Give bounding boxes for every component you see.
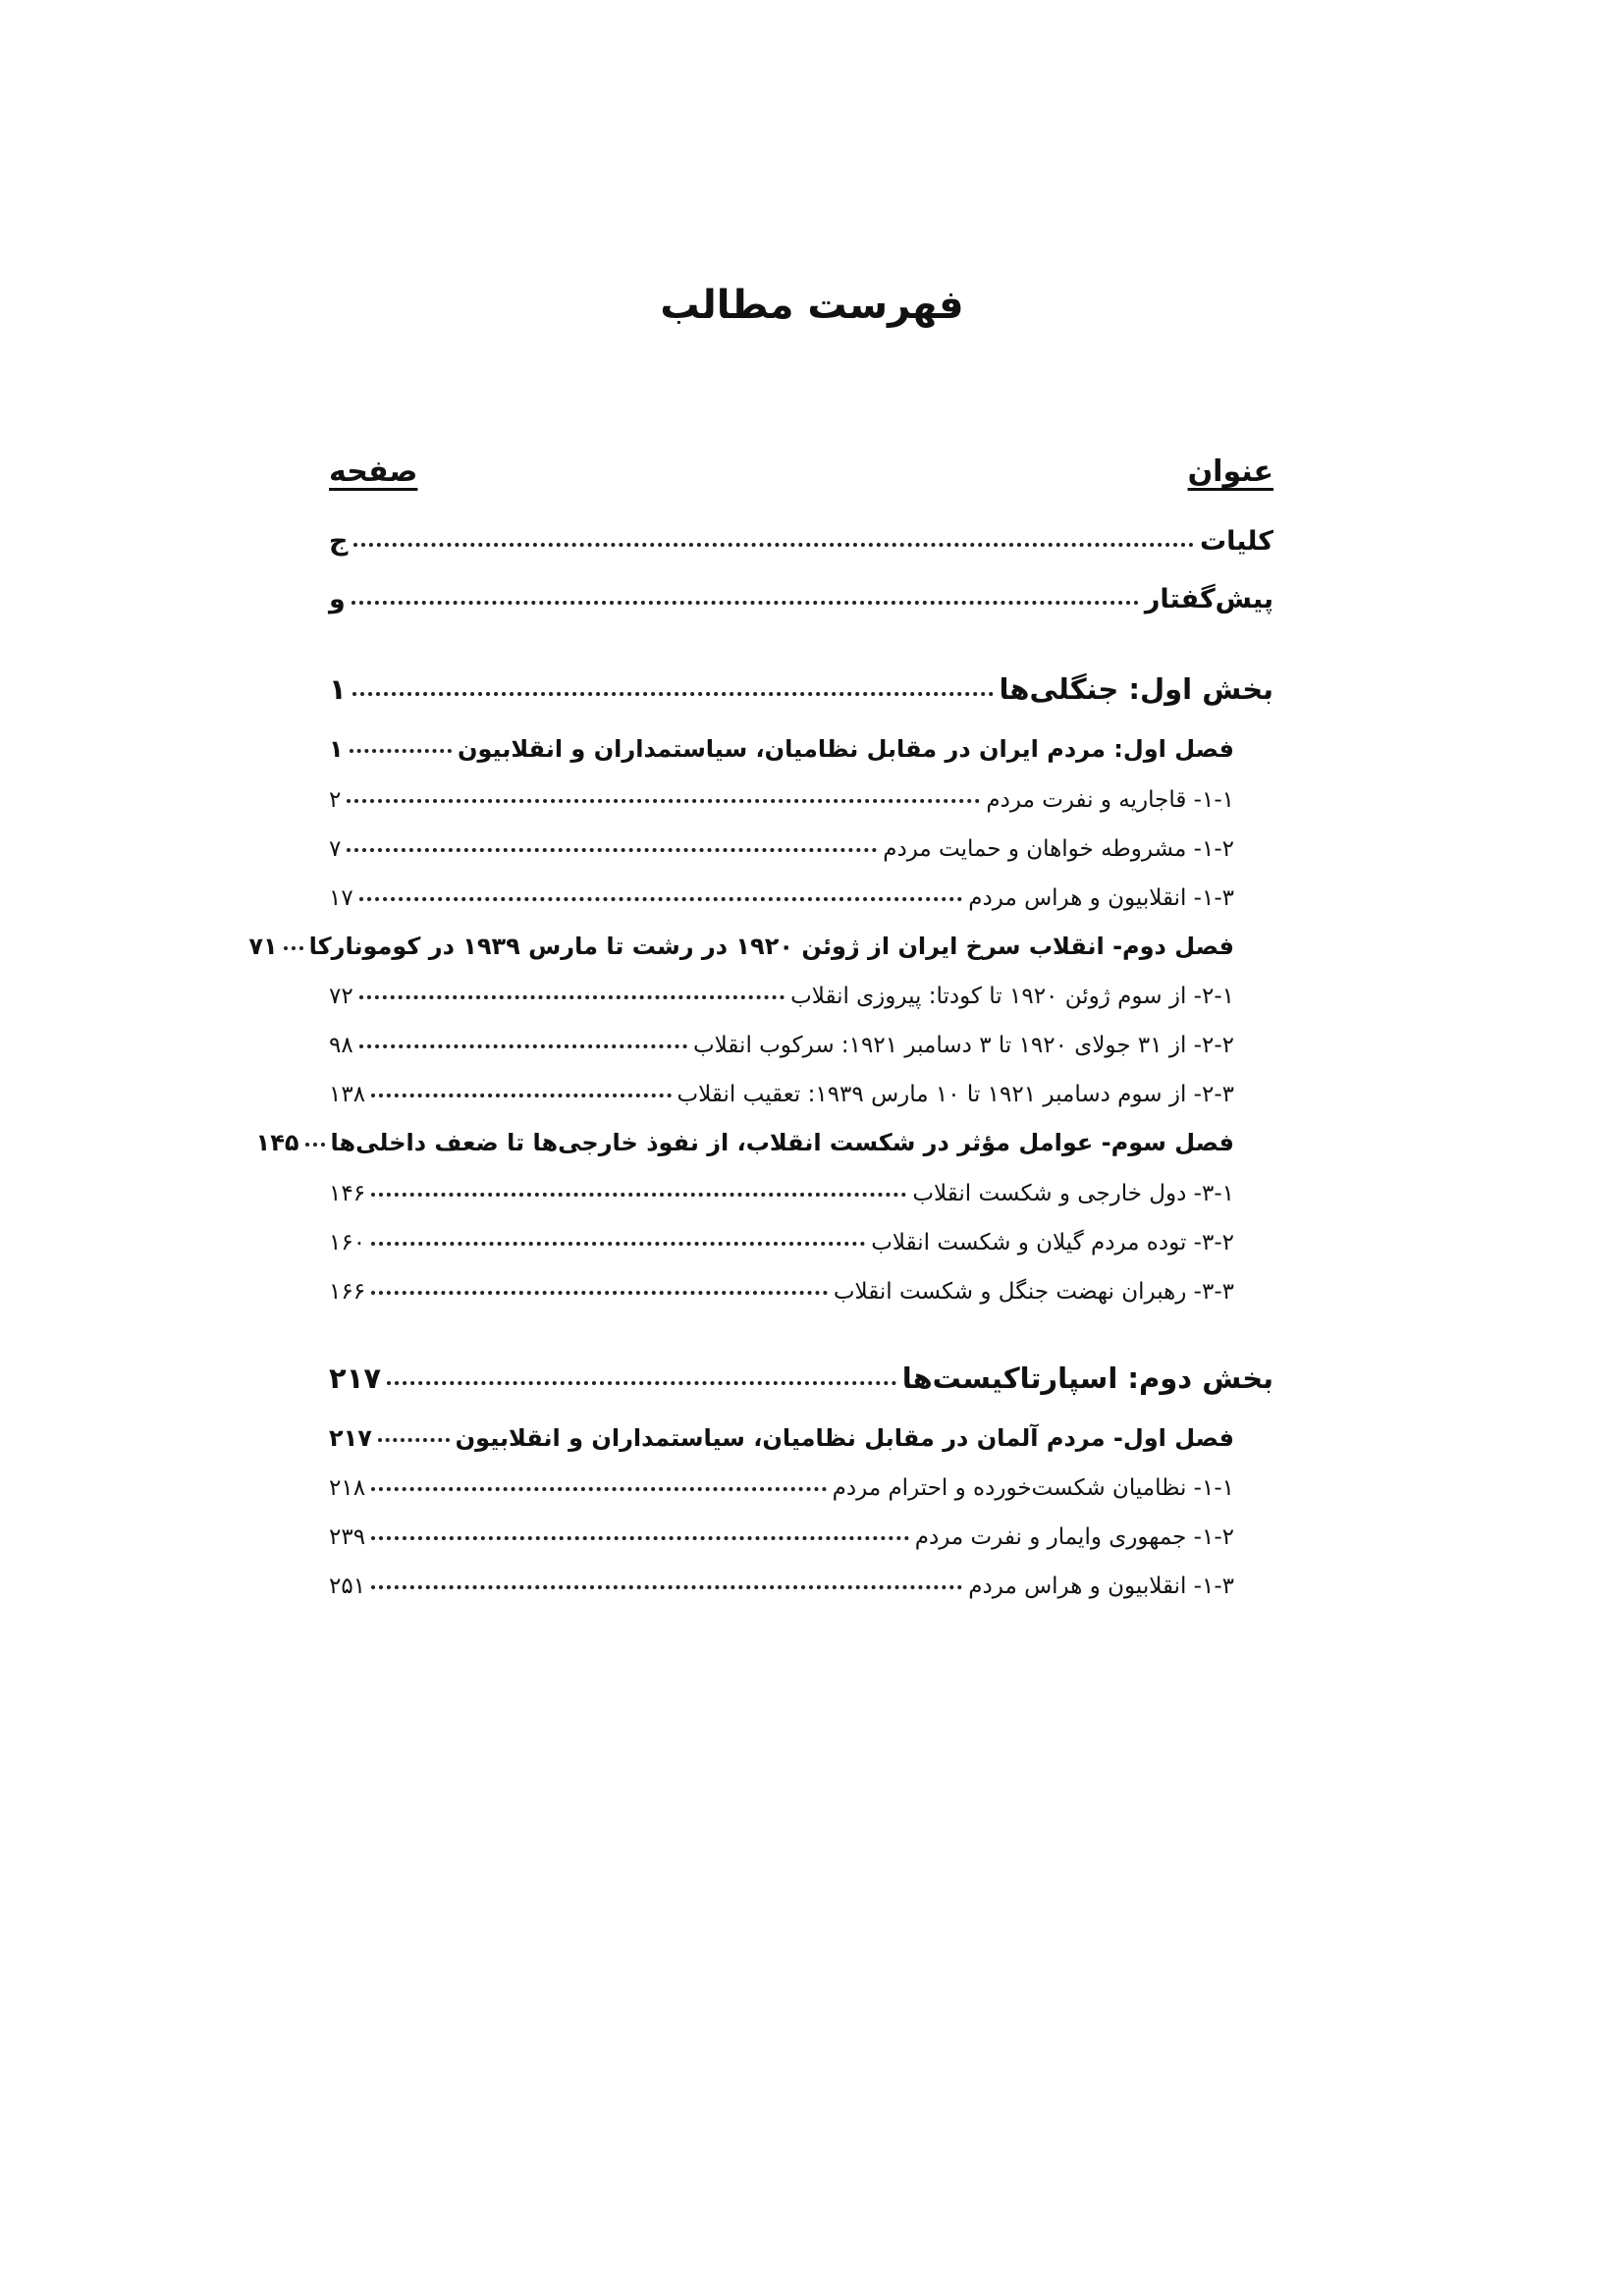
- toc-entry-section[interactable]: [329, 1062, 1234, 1107]
- toc-entry-page: ۲۳۹: [329, 1524, 366, 1550]
- column-page-heading: صفحه: [329, 454, 418, 489]
- toc-entry-section[interactable]: [329, 817, 1234, 862]
- toc-entry-page: ۱۳۸: [329, 1082, 366, 1107]
- toc-entry-label: بخش دوم: اسپارتاکیست‌ها: [901, 1362, 1273, 1395]
- toc-entry-label: پیش‌گفتار: [1144, 584, 1273, 614]
- toc-entry-section[interactable]: [329, 1161, 1234, 1206]
- toc-entry-label: ۱-۱- قاجاریه و نفرت مردم: [986, 787, 1234, 813]
- toc-entry-section[interactable]: [329, 1210, 1234, 1255]
- toc-entry-label: ۱-۲- جمهوری وایمار و نفرت مردم: [914, 1524, 1234, 1550]
- toc-entry-page: ۱۶۶: [329, 1279, 366, 1305]
- toc-entry-section[interactable]: [329, 768, 1234, 813]
- toc-entry-part-1-chapter-1[interactable]: [329, 718, 1234, 763]
- dot-leader: [359, 995, 785, 999]
- dot-leader: [371, 1487, 827, 1491]
- toc-entry-section[interactable]: [329, 866, 1234, 911]
- toc-entry-page: و: [329, 584, 346, 614]
- toc-entry-label: فصل اول- مردم آلمان در مقابل نظامیان، سیاستمداران و انقلابیون: [455, 1424, 1234, 1452]
- page-title: فهرست مطالب: [660, 283, 964, 328]
- column-title-heading: عنوان: [1187, 454, 1273, 489]
- toc-entry-label: ۲-۳- از سوم دسامبر ۱۹۲۱ تا ۱۰ مارس ۱۹۳۹: تعقیب انقلاب: [677, 1082, 1234, 1107]
- toc-entry-part-1-chapter-2[interactable]: [248, 915, 1234, 960]
- table-of-contents: [248, 0, 1273, 2296]
- dot-leader: [371, 1242, 865, 1246]
- toc-entry-page: ۱۶۰: [329, 1230, 366, 1255]
- toc-entry-section[interactable]: [329, 1259, 1234, 1305]
- toc-entry-label: بخش اول: جنگلی‌ها: [999, 672, 1273, 706]
- dot-leader: [359, 1044, 687, 1048]
- toc-entry-page: ۱۴۵: [255, 1129, 299, 1156]
- dot-leader: [359, 897, 963, 901]
- toc-header: [329, 454, 1273, 502]
- dot-leader: [347, 799, 980, 803]
- toc-entry-label: ۱-۱- نظامیان شکست‌خورده و احترام مردم: [832, 1475, 1234, 1501]
- toc-entry-section[interactable]: [329, 1554, 1234, 1599]
- toc-entry-section[interactable]: [329, 1456, 1234, 1501]
- toc-entry-label: کلیات: [1199, 526, 1273, 557]
- toc-entry-part-1[interactable]: [329, 661, 1273, 706]
- dot-leader: [350, 749, 452, 753]
- toc-entry-page: ۲۵۱: [329, 1574, 366, 1599]
- toc-entry-page: ۱۴۶: [329, 1181, 366, 1206]
- toc-entry-section[interactable]: [329, 1505, 1234, 1550]
- toc-entry-page: ۲: [329, 787, 342, 813]
- toc-entry-label: ۳-۲- توده مردم گیلان و شکست انقلاب: [871, 1230, 1234, 1255]
- toc-entry-section[interactable]: [329, 1013, 1234, 1058]
- toc-entry-label: فصل سوم- عوامل مؤثر در شکست انقلاب، از نفوذ خارجی‌ها تا ضعف داخلی‌ها: [330, 1129, 1234, 1156]
- toc-entry-page: ۷۱: [248, 933, 278, 960]
- dot-leader: [371, 1291, 828, 1295]
- toc-entry-label: فصل اول: مردم ایران در مقابل نظامیان، سیاستمداران و انقلابیون: [457, 735, 1234, 763]
- dot-leader: [352, 601, 1139, 605]
- dot-leader: [347, 848, 877, 852]
- dot-leader: [371, 1094, 671, 1097]
- toc-entry-page: ۲۱۷: [329, 1362, 382, 1395]
- dot-leader: [371, 1536, 909, 1540]
- dot-leader: [353, 543, 1194, 547]
- toc-entry-page: ۷: [329, 836, 342, 862]
- dot-leader: [387, 1381, 896, 1385]
- toc-entry-page: ۲۱۷: [329, 1424, 372, 1452]
- toc-entry-part-1-chapter-3[interactable]: [255, 1111, 1234, 1156]
- toc-entry-page: ۷۲: [329, 984, 353, 1009]
- dot-leader: [371, 1193, 906, 1197]
- dot-leader: [378, 1438, 450, 1442]
- toc-entry-page: ۹۸: [329, 1033, 353, 1058]
- dot-leader: [284, 946, 303, 950]
- toc-entry-preface[interactable]: [329, 569, 1273, 614]
- toc-entry-page: ج: [329, 526, 349, 557]
- toc-entry-label: ۱-۲- مشروطه خواهان و حمایت مردم: [883, 836, 1234, 862]
- dot-leader: [352, 692, 994, 696]
- toc-entry-generalities[interactable]: [329, 511, 1273, 557]
- toc-entry-page: ۲۱۸: [329, 1475, 366, 1501]
- dot-leader: [371, 1585, 962, 1589]
- toc-entry-label: فصل دوم- انقلاب سرخ ایران از ژوئن ۱۹۲۰ در رشت تا مارس ۱۹۳۹ در کومونارکا: [308, 933, 1234, 960]
- toc-entry-page: ۱۷: [329, 885, 353, 911]
- toc-entry-part-2-chapter-1[interactable]: [329, 1407, 1234, 1452]
- toc-entry-label: ۱-۳- انقلابیون و هراس مردم: [968, 1574, 1234, 1599]
- toc-entry-label: ۳-۱- دول خارجی و شکست انقلاب: [912, 1181, 1234, 1206]
- toc-entry-page: ۱: [329, 735, 344, 763]
- toc-entry-label: ۳-۳- رهبران نهضت جنگل و شکست انقلاب: [833, 1279, 1234, 1305]
- toc-entry-label: ۲-۱- از سوم ژوئن ۱۹۲۰ تا کودتا: پیروزی انقلاب: [790, 984, 1234, 1009]
- toc-entry-part-2[interactable]: [329, 1350, 1273, 1395]
- toc-entry-page: ۱: [329, 672, 347, 706]
- toc-entry-section[interactable]: [329, 964, 1234, 1009]
- toc-entry-label: ۲-۲- از ۳۱ جولای ۱۹۲۰ تا ۳ دسامبر ۱۹۲۱: سرکوب انقلاب: [693, 1033, 1234, 1058]
- dot-leader: [305, 1143, 325, 1147]
- toc-entry-label: ۱-۳- انقلابیون و هراس مردم: [968, 885, 1234, 911]
